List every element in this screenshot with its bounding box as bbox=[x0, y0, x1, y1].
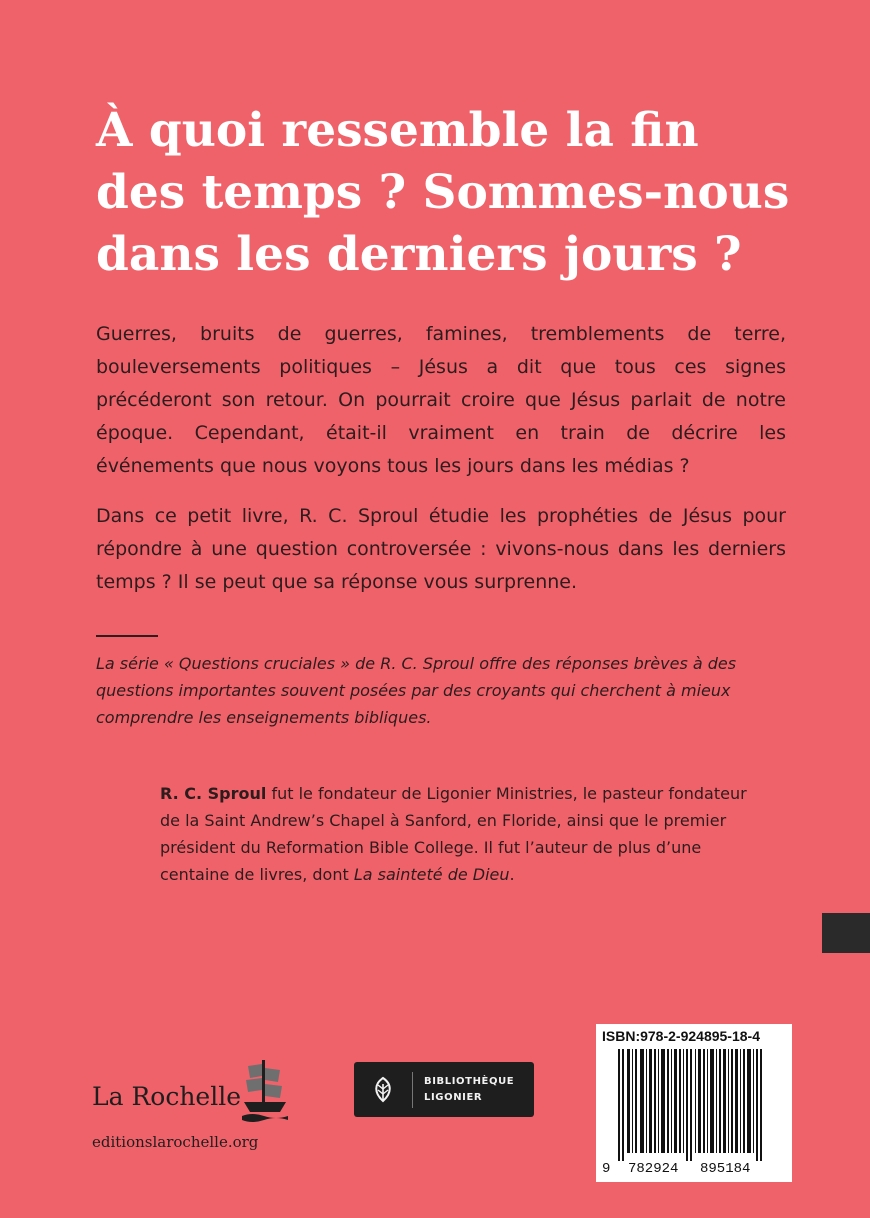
ligonier-line-2: LIGONIER bbox=[424, 1091, 483, 1103]
description-paragraph-1: Guerres, bruits de guerres, famines, tremblements de terre, bouleversements politiques – Jésus a dit que tous ces signes précéderont son retour. On pourrait croire que Jésus parlait de notre époque. Cependant, était-il vraiment en train de décrire les événements que nous voyons tous les jours dans les médias ? bbox=[96, 323, 786, 477]
barcode-digit-first: 9 bbox=[602, 1161, 611, 1177]
ligonier-line-1: BIBLIOTHÈQUE bbox=[424, 1075, 515, 1087]
barcode-digits-left: 782924 bbox=[628, 1161, 679, 1177]
author-bio-end: . bbox=[509, 865, 515, 884]
author-bio bbox=[160, 780, 750, 888]
ligonier-text bbox=[413, 1074, 514, 1106]
barcode-digits-right: 895184 bbox=[700, 1161, 751, 1177]
spine-mark bbox=[822, 913, 870, 953]
barcode-icon bbox=[606, 1049, 784, 1161]
author-name: R. C. Sproul bbox=[160, 784, 267, 803]
ligonier-badge bbox=[354, 1062, 534, 1117]
book-title: La sainteté de Dieu bbox=[353, 865, 510, 884]
publisher-url: editionslarochelle.org bbox=[92, 1133, 259, 1151]
ship-icon bbox=[240, 1058, 290, 1122]
ligonier-leaf-icon bbox=[354, 1062, 412, 1117]
author-bio-text: fut le fondateur de Ligonier Ministries, le pasteur fondateur de la Saint Andrew’s Chapel à Sanford, en Floride, ainsi que le premier président du Reformation Bible College. Il fut l’auteur de plus d’une centaine de livres, dont bbox=[160, 784, 747, 884]
series-note: La série « Questions cruciales » de R. C. Sproul offre des réponses brèves à des questions importantes souvent posées par des croyants qui cherchent à mieux comprendre les enseignements bibliques. bbox=[96, 654, 737, 727]
barcode-digits bbox=[596, 1161, 792, 1181]
section-divider bbox=[96, 635, 158, 637]
headline: À quoi ressemble la fin des temps ? Sommes-nous dans les derniers jours ? bbox=[96, 103, 790, 282]
isbn-label: ISBN:978-2-924895-18-4 bbox=[602, 1028, 760, 1044]
description-paragraph-2: Dans ce petit livre, R. C. Sproul étudie les prophéties de Jésus pour répondre à une question controversée : vivons-nous dans les derniers temps ? Il se peut que sa réponse vous surprenne. bbox=[96, 505, 786, 593]
publisher-name: La Rochelle bbox=[92, 1082, 242, 1111]
isbn-barcode-box bbox=[596, 1024, 792, 1182]
